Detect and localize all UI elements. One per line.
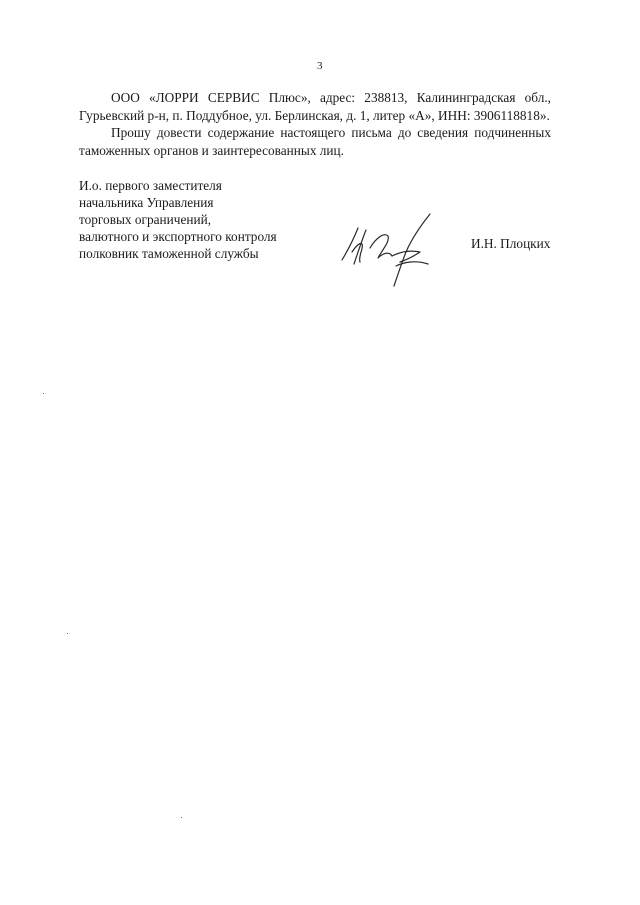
signatory-rank: полковник таможенной службы <box>79 246 259 261</box>
signatory-title-line: начальника Управления <box>79 195 214 210</box>
signer-name: И.Н. Плоцких <box>471 236 551 251</box>
body-text <box>79 89 551 159</box>
signatory-title-line: валютного и экспортного контроля <box>79 229 277 244</box>
paragraph-request: Прошу довести содержание настоящего письма до сведения подчиненных таможенных органов и заинтересованных лиц. <box>79 125 551 158</box>
scan-speck <box>181 817 182 818</box>
paragraph-company-details: ООО «ЛОРРИ СЕРВИС Плюс», адрес: 238813, Калининградская обл., Гурьевский р-н, п. Поддубное, ул. Берлинская, д. 1, литер «А», ИНН: 3906118818». <box>79 90 551 123</box>
page-number: 3 <box>317 60 323 72</box>
signatory-block <box>79 177 339 262</box>
signatory-title-line: И.о. первого заместителя <box>79 178 222 193</box>
scan-speck <box>67 633 68 634</box>
handwritten-signature <box>332 208 444 290</box>
scan-speck <box>43 393 44 394</box>
signatory-title-line: торговых ограничений, <box>79 212 212 227</box>
